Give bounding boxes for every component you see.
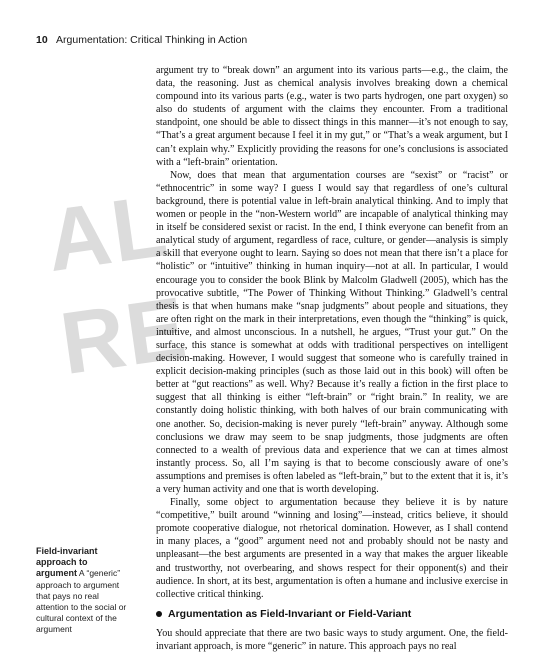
chapter-title: Argumentation: Critical Thinking in Action — [56, 34, 248, 46]
page-number: 10 — [36, 34, 48, 46]
watermark: AL RE — [40, 175, 194, 394]
paragraph: argument try to “break down” an argument into its various parts—e.g., the claim, the data, the reasoning. Just as chemical analysis involves breaking down a chemical compound into its various parts (e.g., water is two parts hydrogen, one part oxygen) so also do students of argument with the claims they encounter. From a traditional standpoint, one should be able to dissect things in this manner—it’s not enough to say, “That’s a great argument because I feel it in my gut,” or “That’s a weak argument, but I can’t explain why.” Explicitly providing the reasons for one’s conclusions is associated with a “left-brain” orientation. — [156, 65, 508, 168]
section-heading — [156, 608, 508, 621]
margin-definition-text: A “generic” approach to argument that pays no real attention to the social or cultural context of the argument — [36, 568, 127, 635]
paragraph: Finally, some object to argumentation because they believe it is by nature “competitive,” built around “winning and losing”—instead, critics believe, it should promote cooperative dialogue, not rhetorical domination. However, as I shall contend in many places, a “good” argument need not and probably should not be nasty and unpleasant—the best arguments are presented in a way that makes the arguer likeable and trustworthy, not overbearing, and shows respect for their opponent(s) and their audience. In short, at its best, argumentation is often a humane and inclusive exercise in collective critical thinking. — [156, 497, 508, 600]
paragraph: Now, does that mean that argumentation courses are “sexist” or “racist” or “ethnocentric” in some way? I guess I would say that regardless of one’s cultural background, there is potential value in left-brain analytical thinking. And to imply that women or people in the “non-Western world” are incapable of analytical thinking may in itself be considered sexist or racist. In the end, I think everyone can benefit from an analytical study of argument, regardless of race, culture, or gender—analysis is simply a skill that everyone ought to learn. Saying so does not mean that there isn’t a place for “holistic” or “intuitive” thinking in human inquiry—not at all. In particular, I would encourage you to consider the book Blink by Malcolm Gladwell (2005), which has the provocative subtitle, “The Power of Thinking Without Thinking.” Gladwell’s central thesis is that when humans make “snap judgments” about people and situations, they are often right on the mark in their interpretations, even though the “thinking” is quick, intuitive, and almost unconscious. In a nutshell, he argues, “Trust your gut.” On the surface, this stance is somewhat at odds with traditional perspectives on intelligent decision-making. However, I would suggest that someone who is carefully trained in explicit decision-making principles (such as those laid out in this book) will often be better at “gut reactions” as well. Why? Because it’s really a fiction in the first place to suggest that all thinking is either “left-brain” or “right brain.” In reality, we are constantly doing holistic thinking, with both halves of our brain communicating with one another. So, decision-making is never purely “left-brain” anyway. Although some conclusions we draw may seem to be snap judgments, those judgments are often connected to a wealth of previous data and experience that we can at times almost instantly process. So, all I’m saying is that to become consciously aware of one’s assumptions and premises is often labeled as “left-brain,” but to the extent that it is, it’s a very human activity and one that is worth developing. — [156, 169, 508, 495]
paragraph: You should appreciate that there are two basic ways to study argument. One, the field-invariant approach, is more “generic” in nature. This approach pays no real — [156, 627, 508, 653]
body-text — [156, 64, 508, 653]
section-heading-text: Argumentation as Field-Invariant or Field-Variant — [168, 607, 412, 620]
running-head — [36, 34, 506, 50]
bullet-icon — [156, 611, 162, 617]
margin-term: Field-invariant approach to argument — [36, 546, 98, 579]
margin-definition — [36, 546, 130, 636]
